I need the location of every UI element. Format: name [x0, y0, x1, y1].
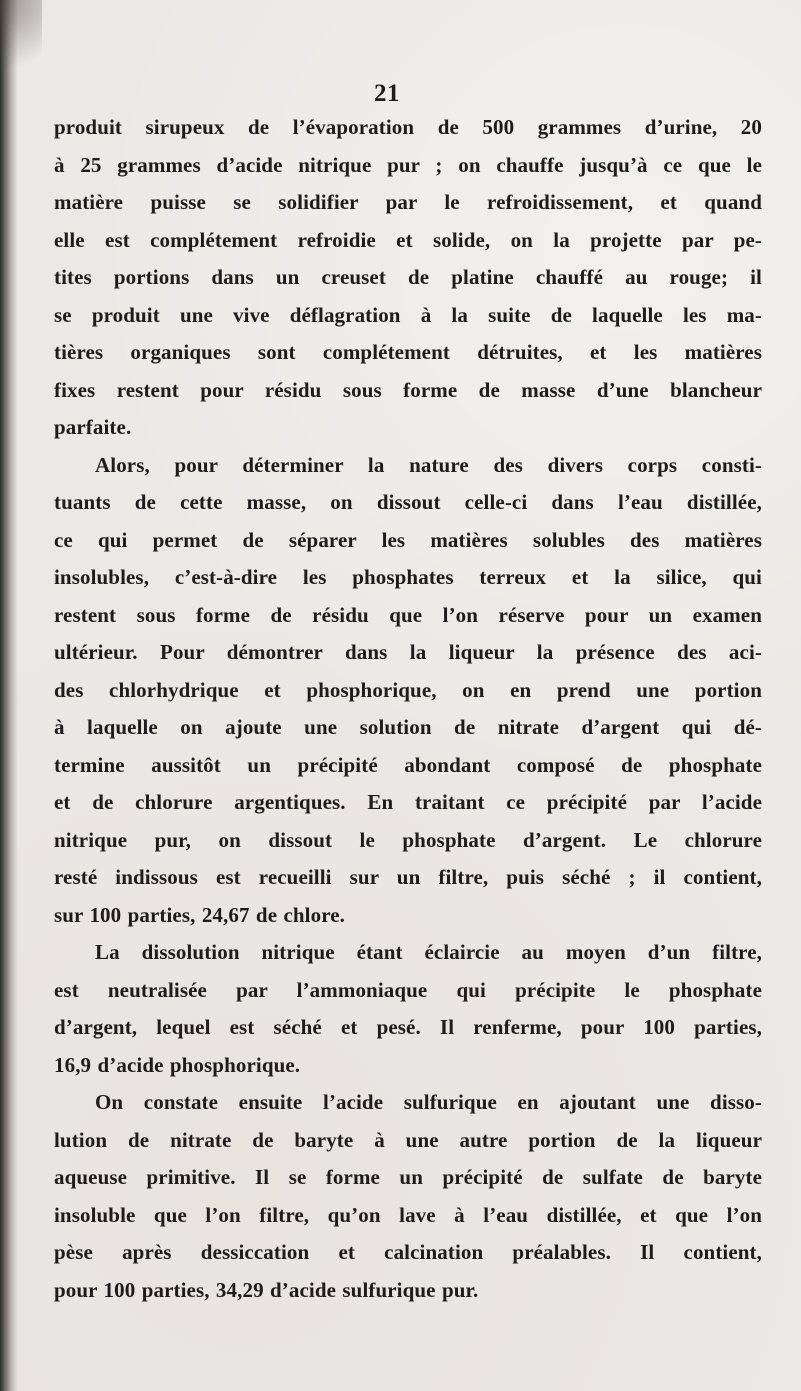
- text-line: fixes restent pour résidu sous forme de masse d’une blancheur: [54, 377, 762, 402]
- text-line: Alors, pour déterminer la nature des divers corps consti-: [95, 452, 762, 477]
- binding-shadow: [0, 0, 18, 1391]
- text-line: resté indissous est recueilli sur un filtre, puis séché ; il contient,: [54, 865, 762, 889]
- text-line: insolubles, c’est-à-dire les phosphates terreux et la silice, qui: [54, 565, 762, 589]
- text-line: tières organiques sont complétement détruites, et les matières: [54, 340, 762, 364]
- text-line: ce qui permet de séparer les matières solubles des matières: [54, 527, 762, 552]
- text-line: tites portions dans un creuset de platine chauffé au rouge; il: [54, 265, 762, 289]
- text-line: aqueuse primitive. Il se forme un précipité de sulfate de baryte: [54, 1165, 762, 1189]
- text-line: pour 100 parties, 34,29 d’acide sulfurique pur.: [54, 1277, 479, 1302]
- text-line: lution de nitrate de baryte à une autre portion de la liqueur: [54, 1127, 762, 1152]
- text-line: 16,9 d’acide phosphorique.: [54, 1052, 301, 1077]
- text-line: est neutralisée par l’ammoniaque qui précipite le phosphate: [54, 977, 762, 1002]
- text-line: à laquelle on ajoute une solution de nitrate d’argent qui dé-: [54, 715, 762, 739]
- body-text: [54, 109, 762, 1309]
- text-line: termine aussitôt un précipité abondant composé de phosphate: [54, 752, 762, 777]
- text-line: La dissolution nitrique étant éclaircie au moyen d’un filtre,: [95, 940, 762, 964]
- text-line: produit sirupeux de l’évaporation de 500 grammes d’urine, 20: [54, 115, 762, 139]
- text-line: et de chlorure argentiques. En traitant ce précipité par l’acide: [54, 790, 762, 814]
- text-line: matière puisse se solidifier par le refroidissement, et quand: [54, 190, 762, 214]
- page-number: 21: [374, 80, 400, 107]
- text-line: ultérieur. Pour démontrer dans la liqueur la présence des aci-: [54, 640, 762, 664]
- text-line: sur 100 parties, 24,67 de chlore.: [54, 902, 346, 927]
- text-line: restent sous forme de résidu que l’on réserve pour un examen: [54, 602, 762, 627]
- text-line: elle est complétement refroidie et solide, on la projette par pe-: [54, 227, 762, 252]
- text-line: pèse après dessiccation et calcination préalables. Il contient,: [54, 1240, 762, 1264]
- text-line: se produit une vive déflagration à la suite de laquelle les ma-: [54, 302, 762, 327]
- page-corner-shadow: [0, 0, 42, 86]
- text-line: parfaite.: [54, 415, 132, 439]
- text-line: nitrique pur, on dissout le phosphate d’argent. Le chlorure: [54, 827, 762, 852]
- text-line: insoluble que l’on filtre, qu’on lave à l’eau distillée, et que l’on: [54, 1202, 762, 1227]
- text-line: des chlorhydrique et phosphorique, on en prend une portion: [54, 677, 762, 702]
- text-line: à 25 grammes d’acide nitrique pur ; on chauffe jusqu’à ce que le: [54, 152, 762, 177]
- text-line: On constate ensuite l’acide sulfurique en ajoutant une disso-: [95, 1090, 762, 1114]
- text-line: tuants de cette masse, on dissout celle-ci dans l’eau distillée,: [54, 490, 762, 514]
- text-line: d’argent, lequel est séché et pesé. Il renferme, pour 100 parties,: [54, 1015, 762, 1039]
